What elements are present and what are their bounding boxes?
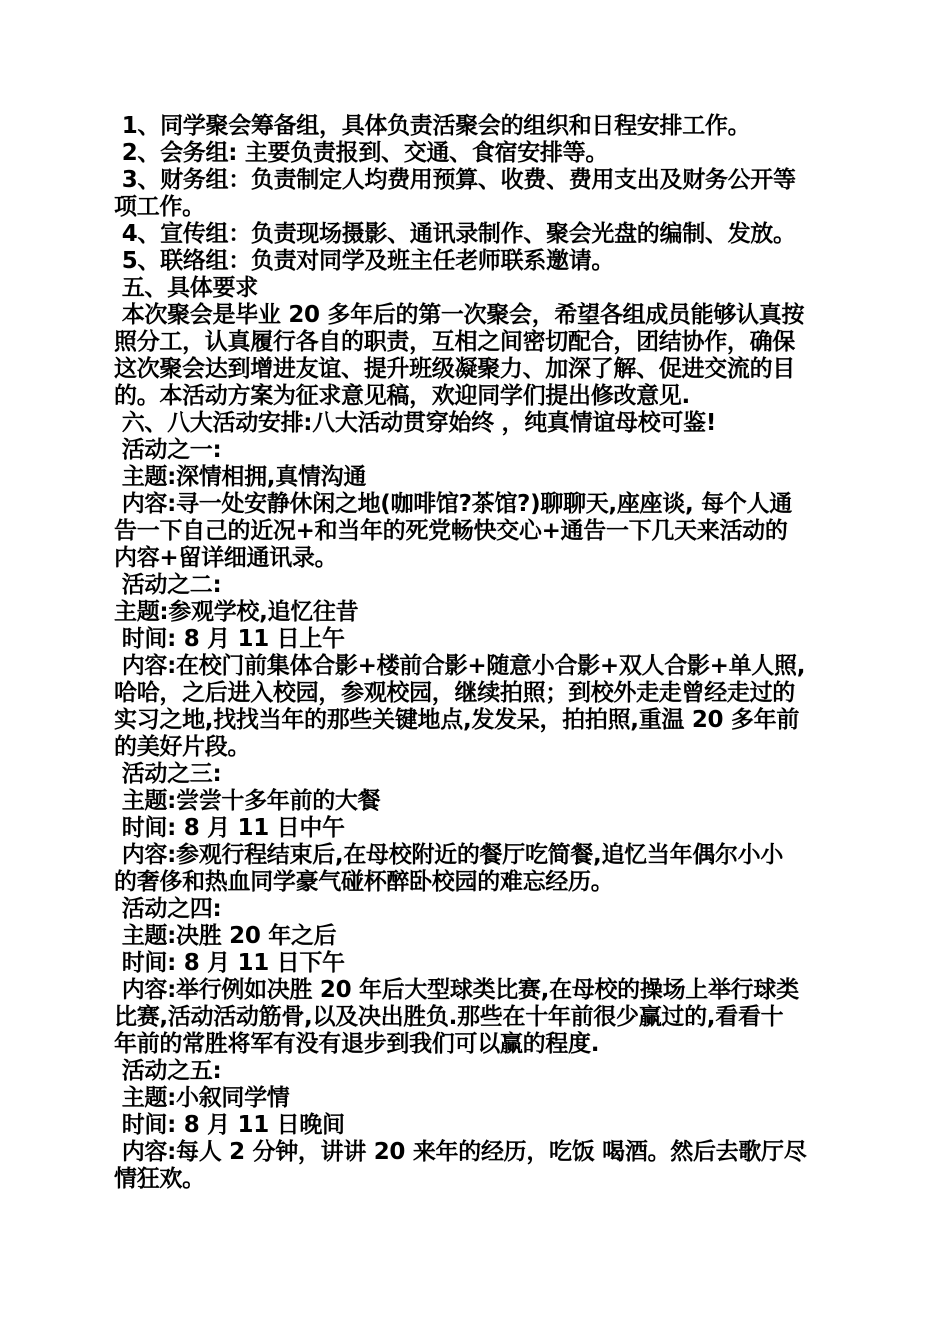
activity-theme: 主题:尝尝十多年前的大餐	[114, 788, 381, 814]
activity-content: 内容:参观行程结束后,在母校附近的餐厅吃简餐,追忆当年偶尔小小	[114, 842, 784, 868]
activity-theme: 主题:决胜 20 年之后	[114, 923, 337, 949]
activity-time: 时间: 8 月 11 日下午	[114, 950, 345, 976]
text-line: 告一下自己的近况+和当年的死党畅快交心+通告一下几天来活动的	[114, 518, 788, 544]
text-line: 实习之地,找找当年的那些关键地点,发发呆，拍拍照,重温 20 多年前	[114, 707, 800, 733]
activity-heading: 活动之一:	[114, 437, 222, 463]
text-line: 的美好片段。	[114, 734, 251, 760]
section-heading: 六、八大活动安排:八大活动贯穿始终 ，纯真情谊母校可鉴!	[114, 410, 717, 436]
text-line: 年前的常胜将军有没有退步到我们可以赢的程度.	[114, 1031, 600, 1057]
activity-content: 内容:在校门前集体合影+楼前合影+随意小合影+双人合影+单人照,	[114, 653, 806, 679]
document-body	[114, 113, 840, 1193]
text-line: 的。本活动方案为征求意见稿，欢迎同学们提出修改意见.	[114, 383, 690, 409]
text-line: 本次聚会是毕业 20 多年后的第一次聚会，希望各组成员能够认真按	[114, 302, 805, 328]
activity-content: 内容:寻一处安静休闲之地(咖啡馆?茶馆?)聊聊天,座座谈, 每个人通	[114, 491, 792, 517]
text-line: 的奢侈和热血同学豪气碰杯醉卧校园的难忘经历。	[114, 869, 614, 895]
text-line: 哈哈，之后进入校园，参观校园，继续拍照；到校外走走曾经走过的	[114, 680, 796, 706]
activity-time: 时间: 8 月 11 日上午	[114, 626, 345, 652]
text-line: 照分工，认真履行各自的职责，互相之间密切配合，团结协作，确保	[114, 329, 796, 355]
activity-heading: 活动之三:	[114, 761, 222, 787]
text-line: 内容+留详细通讯录。	[114, 545, 338, 571]
text-line: 比赛,活动活动筋骨,以及决出胜负.那些在十年前很少赢过的,看看十	[114, 1004, 784, 1030]
text-line: 3、财务组：负责制定人均费用预算、收费、费用支出及财务公开等	[114, 167, 796, 193]
text-line: 1、同学聚会筹备组，具体负责活聚会的组织和日程安排工作。	[114, 113, 751, 139]
activity-heading: 活动之五:	[114, 1058, 222, 1084]
activity-theme: 主题:小叙同学情	[114, 1085, 290, 1111]
text-line: 5、联络组：负责对同学及班主任老师联系邀请。	[114, 248, 615, 274]
activity-heading: 活动之四:	[114, 896, 222, 922]
activity-content: 内容:每人 2 分钟，讲讲 20 来年的经历，吃饭 喝酒。然后去歌厅尽	[114, 1139, 807, 1165]
activity-content: 内容:举行例如决胜 20 年后大型球类比赛,在母校的操场上举行球类	[114, 977, 799, 1003]
activity-heading: 活动之二:	[114, 572, 222, 598]
text-line: 4、宣传组：负责现场摄影、通讯录制作、聚会光盘的编制、发放。	[114, 221, 796, 247]
activity-theme: 主题:深情相拥,真情沟通	[114, 464, 367, 490]
section-heading: 五、具体要求	[114, 275, 258, 301]
activity-time: 时间: 8 月 11 日中午	[114, 815, 345, 841]
text-line: 情狂欢。	[114, 1166, 205, 1192]
activity-time: 时间: 8 月 11 日晚间	[114, 1112, 345, 1138]
activity-theme: 主题:参观学校,追忆往昔	[114, 599, 359, 625]
text-line: 这次聚会达到增进友谊、提升班级凝聚力、加深了解、促进交流的目	[114, 356, 796, 382]
text-line: 2、会务组: 主要负责报到、交通、食宿安排等。	[114, 140, 609, 166]
text-line: 项工作。	[114, 194, 205, 220]
